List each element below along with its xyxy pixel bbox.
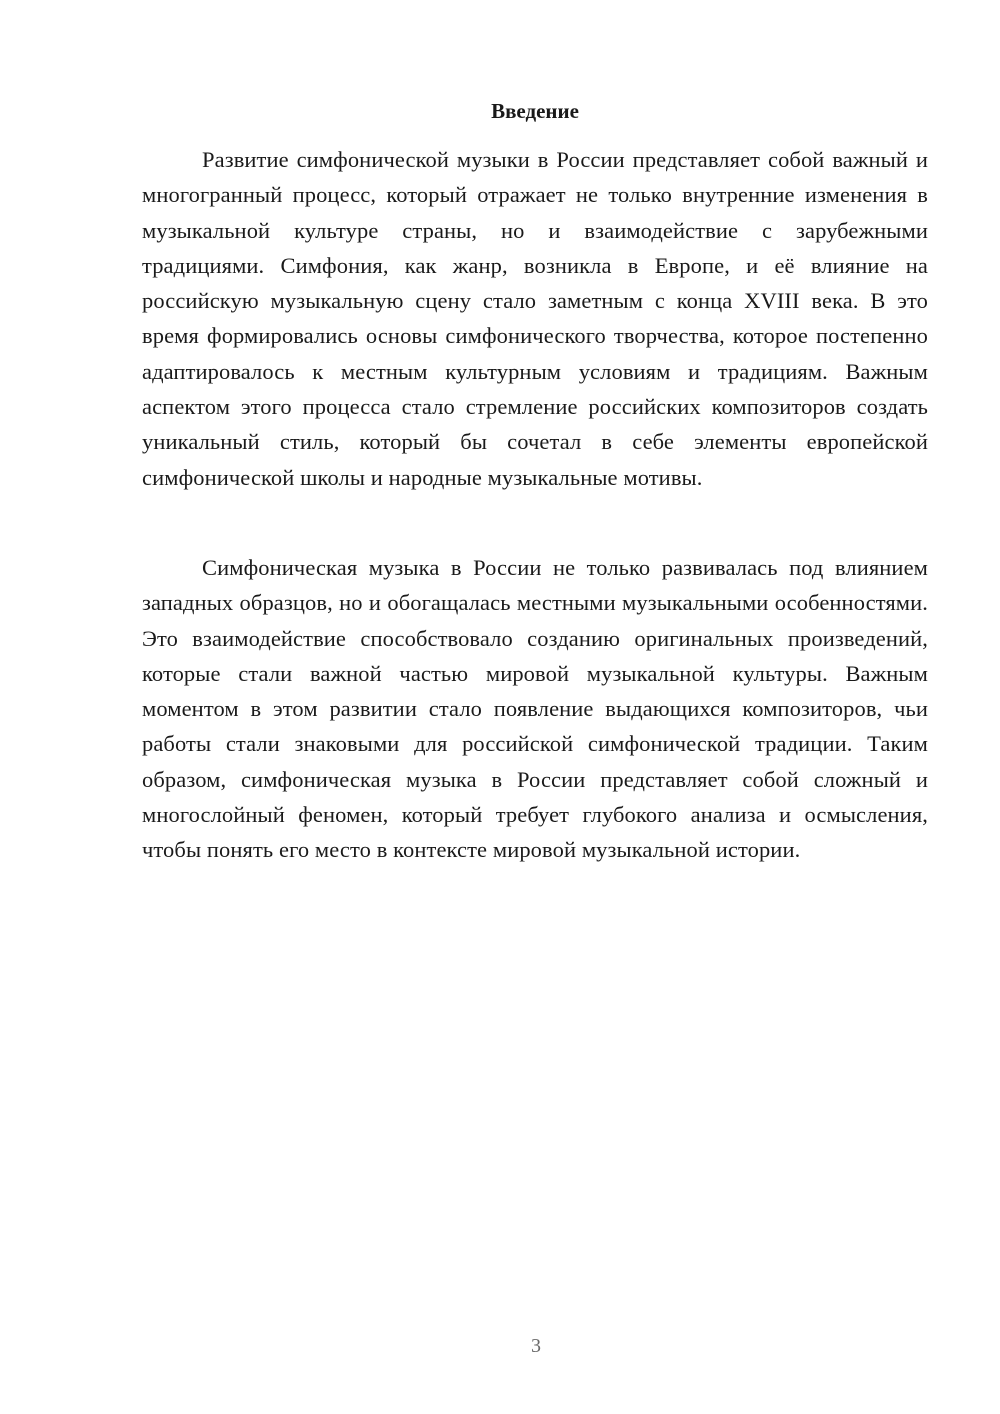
paragraph-1: Развитие симфонической музыки в России представляет собой важный и многогранный процесс, который отражает не только внутренние изменения в музыкальной культуре страны, но и взаимодействие с зарубежными традициями. Симфония, как жанр, возникла в Европе, и её влияние на российскую музыкальную сцену стало заметным с конца XVIII века. В это время формировались основы симфонического творчества, которое постепенно адаптировалось к местным культурным условиям и традициям. Важным аспектом этого процесса стало стремление российских композиторов создать уникальный стиль, который бы сочетал в себе элементы европейской симфонической школы и народные музыкальные мотивы.: [142, 147, 928, 490]
section-heading: Введение: [491, 99, 579, 123]
paragraph-2: Симфоническая музыка в России не только развивалась под влиянием западных образцов, но и обогащалась местными музыкальными особенностями. Это взаимодействие способствовало созданию оригинальных произведений, которые стали важной частью мировой музыкальной культуры. Важным моментом в этом развитии стало появление выдающихся композиторов, чьи работы стали знаковыми для российской симфонической традиции. Таким образом, симфоническая музыка в России представляет собой сложный и многослойный феномен, который требует глубокого анализа и осмысления, чтобы понять его место в контексте мировой музыкальной истории.: [142, 555, 928, 863]
page-number: 3: [531, 1335, 541, 1357]
